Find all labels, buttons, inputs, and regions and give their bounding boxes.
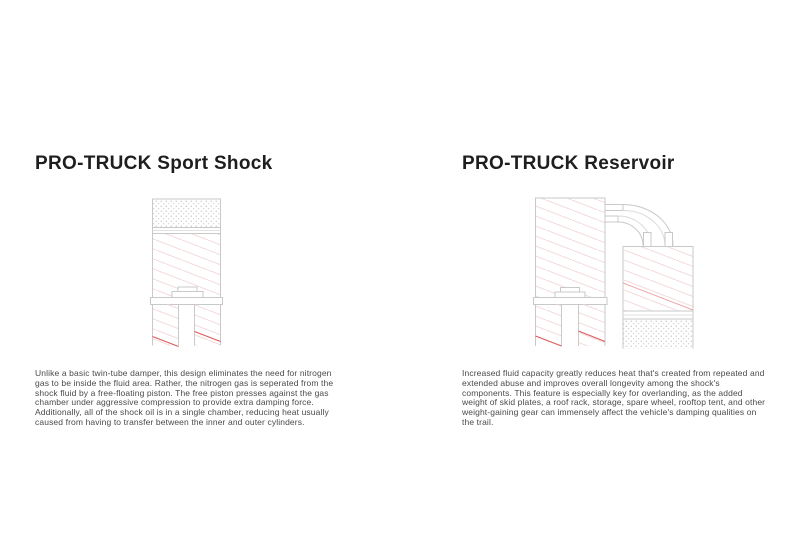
lower-chamber-left: [153, 305, 179, 346]
hose-stub-lower: [605, 216, 618, 222]
lower-chamber-right: [195, 305, 221, 346]
lower-chamber-left: [536, 305, 562, 347]
main-body: [536, 198, 606, 298]
piston-nut-base: [555, 292, 585, 298]
reservoir-diagram: [528, 192, 698, 352]
gas-chamber: [153, 199, 221, 228]
hose-fitting-right: [665, 233, 673, 247]
reservoir-gas-chamber: [623, 319, 693, 349]
piston-nut-top: [178, 287, 197, 292]
hose-stub-upper: [605, 205, 623, 211]
piston-nut-base: [172, 292, 203, 298]
reservoir-description: Increased fluid capacity greatly reduces heat that's created from repeated and extended abuse and improves overall longevity among the shock's components. This feature is especially key for overlanding, as the added weight of skid plates, a roof rack, storage, spare wheel, rooftop tent, and other weight-gaining gear can immensely affect the vehicle's damping qualities on the trail.: [462, 368, 766, 427]
piston: [534, 298, 608, 305]
hose-inner-wall: [618, 222, 643, 246]
reservoir-fluid-chamber: [623, 247, 693, 312]
piston-nut-top: [561, 288, 580, 293]
piston: [151, 298, 223, 305]
page-title-sport-shock: PRO-TRUCK Sport Shock: [35, 153, 273, 174]
page-title-reservoir: PRO-TRUCK Reservoir: [462, 153, 675, 174]
hose-fitting-left: [644, 233, 652, 247]
sport-shock-diagram: [145, 192, 235, 350]
sport-shock-description: Unlike a basic twin-tube damper, this design eliminates the need for nitrogen gas to be inside the fluid area. Rather, the nitrogen gas is seperated from the shock fluid by a free-floating piston. The free piston presses against the gas chamber under aggressive compression to provide extra damping force. Additionally, all of the shock oil is in a single chamber, reducing heat usually caused from having to transfer between the inner and outer cylinders.: [35, 368, 334, 427]
